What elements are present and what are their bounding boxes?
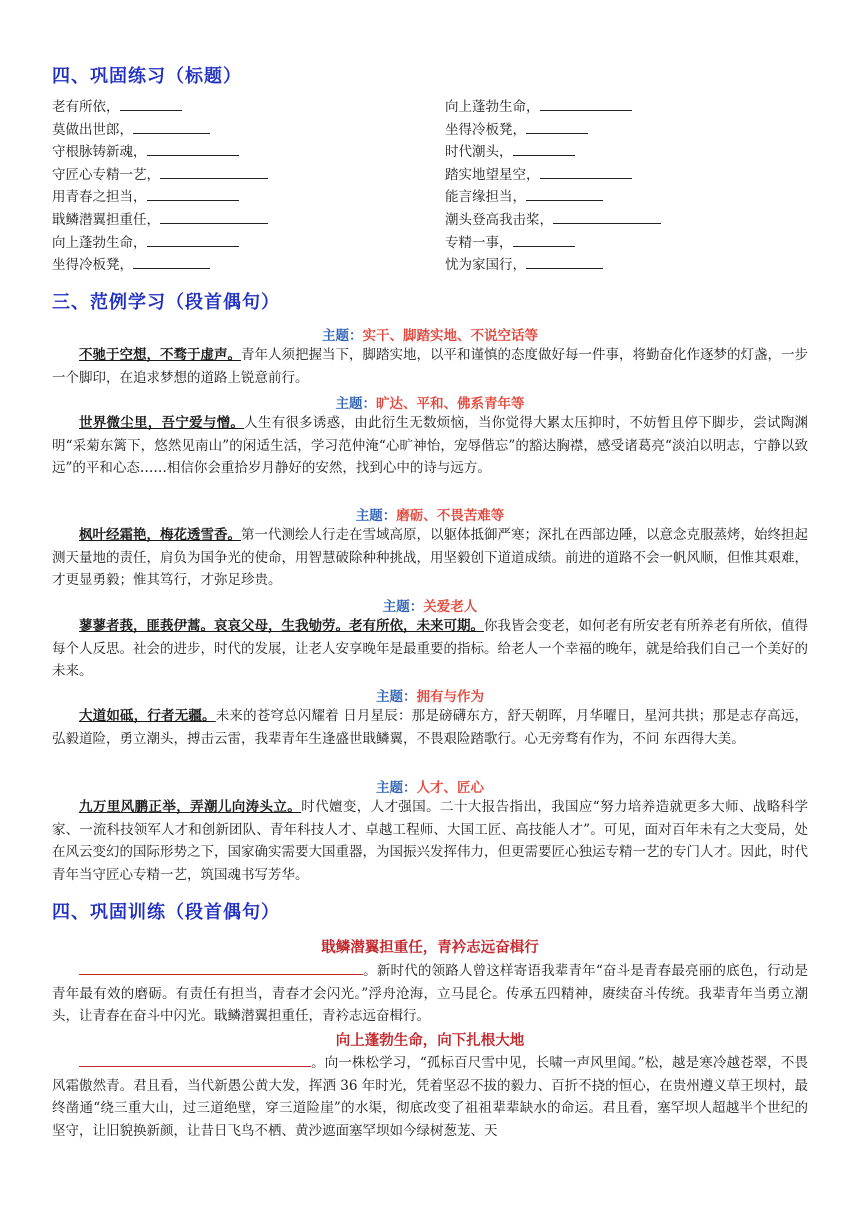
training-title: 戢鳞潜翼担重任，青衿志远奋楫行 (321, 940, 539, 956)
answer-blank[interactable] (160, 164, 268, 179)
exercise-item: 坐得冷板凳， (52, 254, 445, 277)
exercise-item: 向上蓬勃生命， (52, 232, 445, 255)
training-paragraph: 。新时代的领路人曾这样寄语我辈青年“奋斗是青春最亮丽的底色，行动是青年最有效的磨砺。有责任有担当，青春才会闪光。”浮舟沧海，立马昆仑。传承五四精神，赓续奋斗传统。我辈青年当勇立潮头，让青春在奋斗中闪光。戢鳞潜翼担重任，青衿志远奋楫行。 (52, 958, 808, 1028)
section-heading-training: 四、巩固训练（段首偶句） (52, 902, 280, 923)
exercise-item: 莫做出世郎， (52, 119, 445, 142)
answer-blank[interactable] (133, 119, 210, 134)
exercise-item: 潮头登高我击桨， (445, 209, 832, 232)
example-theme: 主题：旷达、平和、佛系青年等 (335, 396, 525, 412)
example-paragraph: 世界微尘里，吾宁爱与憎。人生有很多诱惑，由此衍生无数烦恼，当你觉得大累太压抑时，不妨暂且停下脚步，尝试陶渊明“采菊东篱下，悠然见南山”的闲适生活，学习范仲淹“心旷神怡，宠辱偕忘”的豁达胸襟，感受诸葛亮“淡泊以明志，宁静以致远”的平和心态……相信你会重拾岁月静好的安然，找到心中的诗与远方。 (52, 415, 809, 477)
example-theme: 主题：实干、脚踏实地、不说空话等 (322, 328, 538, 344)
answer-blank[interactable] (540, 96, 632, 111)
example-paragraph: 蓼蓼者莪，匪莪伊蒿。哀哀父母，生我劬劳。老有所依，未来可期。你我皆会变老，如何老有所安老有所养老有所依，值得每个人反思。社会的进步，时代的发展，让老人安享晚年是最重要的指标。给老人一个幸福的晚年，就是给我们自己一个美好的未来。 (52, 618, 808, 680)
answer-blank[interactable] (513, 232, 575, 247)
answer-blank[interactable] (133, 254, 210, 269)
answer-blank[interactable] (147, 232, 239, 247)
answer-blank[interactable] (79, 1050, 311, 1067)
answer-blank[interactable] (526, 119, 588, 134)
example-theme: 主题：拥有与作为 (376, 689, 484, 705)
answer-blank[interactable] (120, 96, 182, 111)
example-paragraph: 九万里风鹏正举，弄潮儿向涛头立。时代嬗变，人才强国。二十大报告指出，我国应“努力培养造就更多大师、战略科学家、一流科技领军人才和创新团队、青年科技人才、卓越工程师、大国工匠、高技能人才”。可见，面对百年未有之大变局，处在风云变幻的国际形势之下，国家确实需要大国重器，为国振兴发挥伟力，但更需要匠心独运专精一艺的专门人才。因此，时代青年当守匠心专精一艺，筑国魂书写芳华。 (52, 799, 808, 883)
answer-blank[interactable] (553, 209, 661, 224)
answer-blank[interactable] (79, 958, 363, 975)
example-paragraph: 枫叶经霜艳，梅花透雪香。第一代测绘人行走在雪域高原，以躯体抵御严寒；深扎在西部边陲，以意念克服蒸烤，始终担起测天量地的责任，肩负为国争光的使命，用智慧破除种种挑战，用坚毅创下道道成绩。前进的道路不会一帆风顺，但惟其艰难，才更显勇毅；惟其笃行，才弥足珍贵。 (52, 527, 808, 589)
exercise-item: 向上蓬勃生命， (445, 96, 832, 119)
exercise-item: 专精一事， (445, 232, 832, 255)
answer-blank[interactable] (526, 186, 603, 201)
exercise-item: 戢鳞潜翼担重任， (52, 209, 445, 232)
exercise-item: 坐得冷板凳， (445, 119, 832, 142)
training-paragraph: 。向一株松学习，“孤标百尺雪中见，长啸一声风里闻。”松，越是寒冷越苍翠，不畏风霜傲然青。君且看，当代新愚公黄大发，挥洒 36 年时光，凭着坚忍不拔的毅力、百折不挠的恒心，在贵州遵义草王坝村，最终凿通“绕三重大山，过三道绝壁，穿三道险崖”的水渠，彻底改变了祖祖辈辈缺水的命运。君且看，塞罕坝人超越半个世纪的坚守，让旧貌换新颜，让昔日飞鸟不栖、黄沙遮面塞罕坝如今绿树葱茏、天 (52, 1050, 808, 1142)
exercise-item: 忧为家国行， (445, 254, 832, 277)
answer-blank[interactable] (147, 141, 239, 156)
practice-title-grid (52, 96, 832, 277)
answer-blank[interactable] (540, 164, 632, 179)
example-paragraph: 不驰于空想，不骛于虚声。青年人须把握当下，脚踏实地，以平和谨慎的态度做好每一件事，将勤奋化作逐梦的灯盏，一步一个脚印，在追求梦想的道路上锐意前行。 (52, 347, 808, 386)
example-paragraph: 大道如砥，行者无疆。未来的苍穹总闪耀着 日月星辰：那是磅礴东方，舒天朝晖，月华曜日，星河共拱；那是志存高远，弘毅道险，勇立潮头，搏击云雷，我辈青年生逢盛世戢鳞翼，不畏艰险踏歌行。心无旁骛有作为，不问 东西得大美。 (52, 708, 809, 747)
exercise-item: 守匠心专精一艺， (52, 164, 445, 187)
example-theme: 主题：人才、匠心 (376, 780, 484, 796)
exercise-item: 时代潮头， (445, 141, 832, 164)
answer-blank[interactable] (526, 254, 603, 269)
answer-blank[interactable] (513, 141, 575, 156)
training-title: 向上蓬勃生命，向下扎根大地 (335, 1033, 525, 1049)
exercise-item: 守根脉铸新魂， (52, 141, 445, 164)
example-theme: 主题：关爱老人 (382, 599, 478, 615)
exercise-item: 踏实地望星空， (445, 164, 832, 187)
exercise-item: 用青春之担当， (52, 186, 445, 209)
example-theme: 主题：磨砺、不畏苦难等 (355, 508, 505, 524)
section-heading-practice-titles: 四、巩固练习（标题） (52, 66, 242, 87)
exercise-item: 能言缘担当， (445, 186, 832, 209)
answer-blank[interactable] (147, 186, 239, 201)
exercise-item: 老有所依， (52, 96, 445, 119)
section-heading-examples: 三、范例学习（段首偶句） (52, 292, 280, 313)
answer-blank[interactable] (160, 209, 268, 224)
